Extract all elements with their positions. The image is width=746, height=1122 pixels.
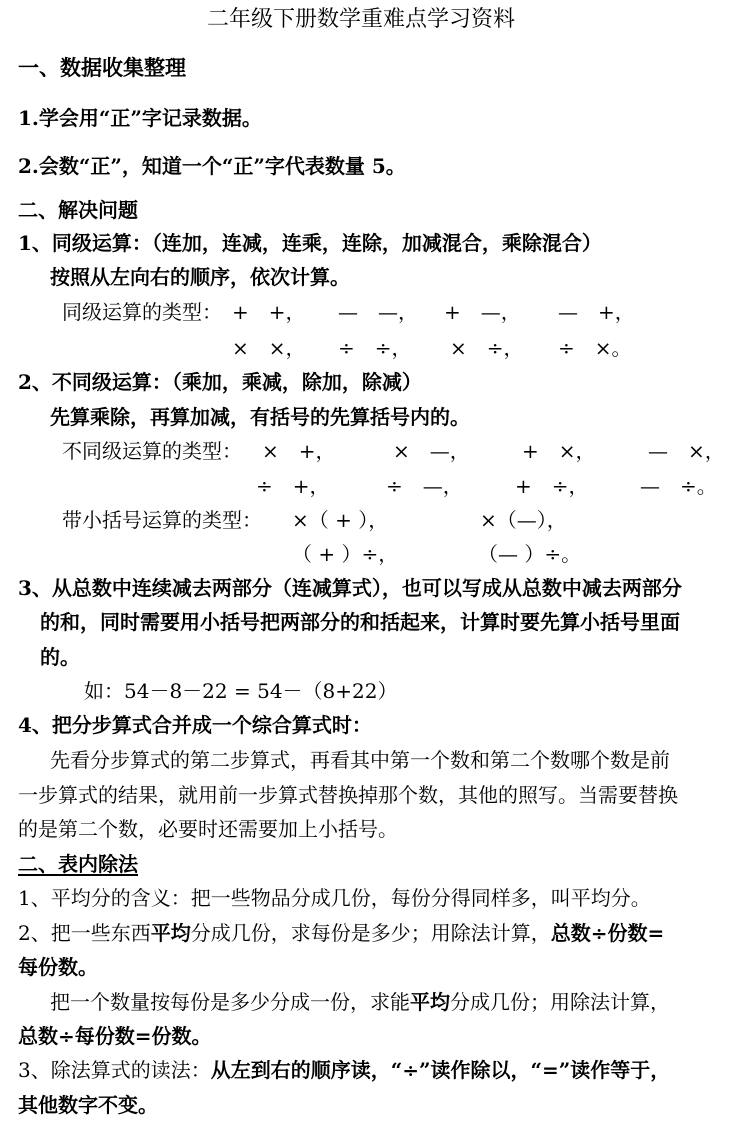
item1-type: × ×， bbox=[232, 336, 306, 360]
item2-title: 2、不同级运算：（乘加，乘减，除加，除减） bbox=[18, 370, 422, 394]
division-point-2-formula: 总数÷份数= bbox=[550, 921, 665, 945]
division-point-2 bbox=[18, 919, 664, 947]
item2-type: × —， bbox=[393, 439, 470, 463]
item1-type: × ÷， bbox=[450, 336, 524, 360]
item3-text: 的。 bbox=[40, 645, 80, 669]
item3-example: 如：54－8－22 = 54－（8+22） bbox=[84, 679, 398, 703]
item2-paren-label: 带小括号运算的类型： bbox=[62, 508, 262, 532]
section-heading-data: 一、数据收集整理 bbox=[18, 55, 186, 80]
item1-type: + —， bbox=[444, 300, 521, 324]
division-point-2b-emphasis: 平均 bbox=[410, 990, 450, 1014]
division-point-3-rule-end: 其他数字不变。 bbox=[18, 1093, 158, 1117]
item1-title: 1、同级运算：（连加，连减，连乘，连除，加减混合，乘除混合） bbox=[18, 231, 602, 255]
division-point-2b-formula: 总数÷每份数=份数。 bbox=[18, 1024, 212, 1048]
division-point-1: 1、平均分的含义：把一些物品分成几份，每份分得同样多，叫平均分。 bbox=[18, 886, 651, 910]
item4-text: 一步算式的结果，就用前一步算式替换掉那个数，其他的照写。当需要替换 bbox=[18, 783, 678, 807]
item2-rule: 先算乘除，再算加减，有括号的先算括号内的。 bbox=[50, 405, 470, 429]
item2-paren-type: ×（—）， bbox=[480, 508, 567, 532]
item1-types-label: 同级运算的类型： bbox=[62, 300, 222, 324]
data-point-1: 1.学会用“正”字记录数据。 bbox=[18, 106, 262, 130]
page-title: 二年级下册数学重难点学习资料 bbox=[207, 7, 516, 32]
item1-type: — —， bbox=[338, 300, 418, 324]
item1-type: + +， bbox=[232, 300, 306, 324]
division-point-2-emphasis: 平均 bbox=[150, 921, 191, 945]
item2-types-label: 不同级运算的类型： bbox=[62, 439, 242, 463]
item2-paren-type: ×（ + ）， bbox=[292, 508, 389, 532]
item2-type: — ×， bbox=[648, 439, 725, 463]
division-point-3-rule: 从左到右的顺序读，“÷”读作除以，“=”读作等于， bbox=[210, 1058, 671, 1082]
section-heading-problems: 二、解决问题 bbox=[18, 198, 138, 222]
division-point-2b-part: 把一个数量按每份是多少分成一份，求能 bbox=[50, 990, 410, 1014]
item1-type: — +， bbox=[558, 300, 635, 324]
division-point-2b-part: 分成几份；用除法计算， bbox=[450, 990, 670, 1014]
item2-type: ÷ —， bbox=[386, 474, 463, 498]
item2-type: × +， bbox=[262, 439, 336, 463]
item1-rule: 按照从左向右的顺序，依次计算。 bbox=[50, 265, 350, 289]
division-point-2-formula-end: 每份数。 bbox=[18, 955, 98, 979]
item1-type: ÷ ×。 bbox=[558, 336, 632, 360]
data-point-2: 2.会数“正”，知道一个“正”字代表数量 5。 bbox=[18, 154, 406, 178]
item4-title: 4、把分步算式合并成一个综合算式时： bbox=[18, 713, 372, 737]
item2-paren-type: （— ）÷。 bbox=[478, 542, 582, 566]
item2-type: + ÷， bbox=[515, 474, 589, 498]
item4-text: 的是第二个数，必要时还需要加上小括号。 bbox=[18, 817, 398, 841]
item1-type: ÷ ÷， bbox=[338, 336, 412, 360]
division-point-2b bbox=[50, 988, 670, 1016]
item4-text: 先看分步算式的第二步算式，再看其中第一个数和第二个数哪个数是前 bbox=[50, 748, 670, 772]
division-point-2-part: 2、把一些东西 bbox=[18, 921, 151, 945]
item3-text: 的和，同时需要用小括号把两部分的和括起来，计算时要先算小括号里面 bbox=[40, 610, 680, 634]
division-point-3-label: 3、除法算式的读法： bbox=[18, 1058, 211, 1082]
division-point-3 bbox=[18, 1056, 670, 1084]
division-point-2-part: 分成几份，求每份是多少；用除法计算， bbox=[190, 921, 551, 945]
section-heading-division: 二、表内除法 bbox=[18, 852, 138, 876]
item2-paren-type: （ + ）÷， bbox=[292, 542, 399, 566]
item3-text: 3、从总数中连续减去两部分（连减算式），也可以写成从总数中减去两部分 bbox=[18, 576, 682, 600]
item2-type: — ÷。 bbox=[640, 474, 717, 498]
item2-type: ÷ +， bbox=[256, 474, 330, 498]
item2-type: + ×， bbox=[522, 439, 596, 463]
